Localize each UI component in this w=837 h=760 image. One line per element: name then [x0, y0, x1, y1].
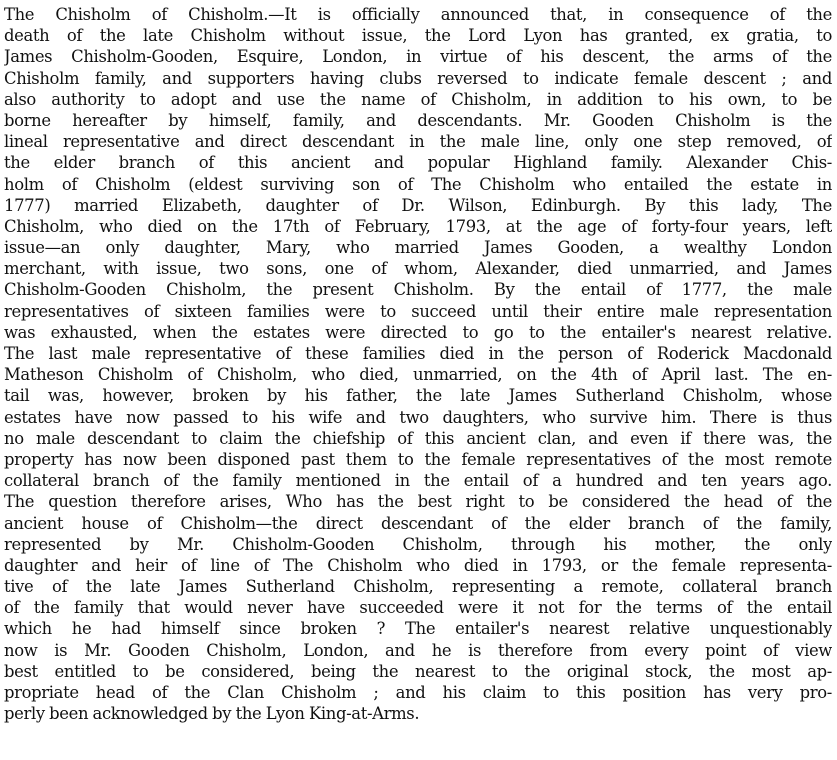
text-line: estates have now passed to his wife and two daughters, who survive him. There is thus [4, 407, 832, 427]
text-line: best entitled to be considered, being the nearest to the original stock, the most ap- [4, 661, 832, 681]
text-line: Chisholm family, and supporters having clubs reversed to indicate female descent ; and [4, 68, 832, 88]
text-line: Chisholm-Gooden Chisholm, the present Chisholm. By the entail of 1777, the male [4, 280, 832, 300]
text-line: propriate head of the Clan Chisholm ; and his claim to this position has very pro- [4, 683, 832, 702]
text-line: borne hereafter by himself, family, and descendants. Mr. Gooden Chisholm is the [4, 110, 832, 130]
text-line: The question therefore arises, Who has the best right to be considered the head of the [4, 492, 832, 512]
text-line: merchant, with issue, two sons, one of whom, Alexander, died unmarried, and James [4, 259, 832, 279]
text-line: James Chisholm-Gooden, Esquire, London, in virtue of his descent, the arms of the [4, 47, 832, 67]
text-line: holm of Chisholm (eldest surviving son of The Chisholm who entailed the estate in [4, 174, 832, 194]
text-line: issue—an only daughter, Mary, who married James Gooden, a wealthy London [4, 238, 832, 258]
text-line: The last male representative of these families died in the person of Roderick Macdonald [4, 344, 832, 363]
text-line: the elder branch of this ancient and popular Highland family. Alexander Chis- [4, 153, 832, 173]
text-line: daughter and heir of line of The Chisholm who died in 1793, or the female representa- [4, 555, 832, 575]
text-line: The Chisholm of Chisholm.—It is officially announced that, in consequence of the [4, 5, 832, 24]
text-line: tive of the late James Sutherland Chisholm, representing a remote, collateral branch [4, 577, 832, 597]
text-line: no male descendant to claim the chiefship of this ancient clan, and even if there was, the [4, 428, 832, 448]
text-line: perly been acknowledged by the Lyon King-at-Arms. [4, 704, 420, 724]
text-line: collateral branch of the family mentioned in the entail of a hundred and ten years ago. [4, 471, 832, 491]
text-line: 1777) married Elizabeth, daughter of Dr. Wilson, Edinburgh. By this lady, The [4, 195, 832, 215]
text-line: representatives of sixteen families were to succeed until their entire male representation [4, 301, 832, 321]
text-line: also authority to adopt and use the name of Chisholm, in addition to his own, to be [4, 89, 832, 109]
text-line: Matheson Chisholm of Chisholm, who died, unmarried, on the 4th of April last. The en- [4, 365, 832, 385]
text-line: lineal representative and direct descendant in the male line, only one step removed, of [4, 132, 832, 152]
text-line: represented by Mr. Chisholm-Gooden Chisholm, through his mother, the only [4, 534, 832, 554]
text-line: Chisholm, who died on the 17th of February, 1793, at the age of forty-four years, left [4, 216, 832, 236]
text-line: now is Mr. Gooden Chisholm, London, and he is therefore from every point of view [4, 640, 832, 660]
text-line: death of the late Chisholm without issue, the Lord Lyon has granted, ex gratia, to [4, 26, 832, 46]
article-text [4, 4, 832, 724]
text-line: property has now been disponed past them to the female representatives of the most remote [4, 449, 832, 469]
text-line: tail was, however, broken by his father, the late James Sutherland Chisholm, whose [4, 386, 832, 406]
text-line: was exhausted, when the estates were directed to go to the entailer's nearest relative. [4, 322, 832, 342]
text-line: ancient house of Chisholm—the direct descendant of the elder branch of the family, [4, 513, 832, 533]
text-line: of the family that would never have succeeded were it not for the terms of the entail [4, 598, 832, 618]
text-line: which he had himself since broken ? The entailer's nearest relative unquestionably [4, 619, 832, 639]
